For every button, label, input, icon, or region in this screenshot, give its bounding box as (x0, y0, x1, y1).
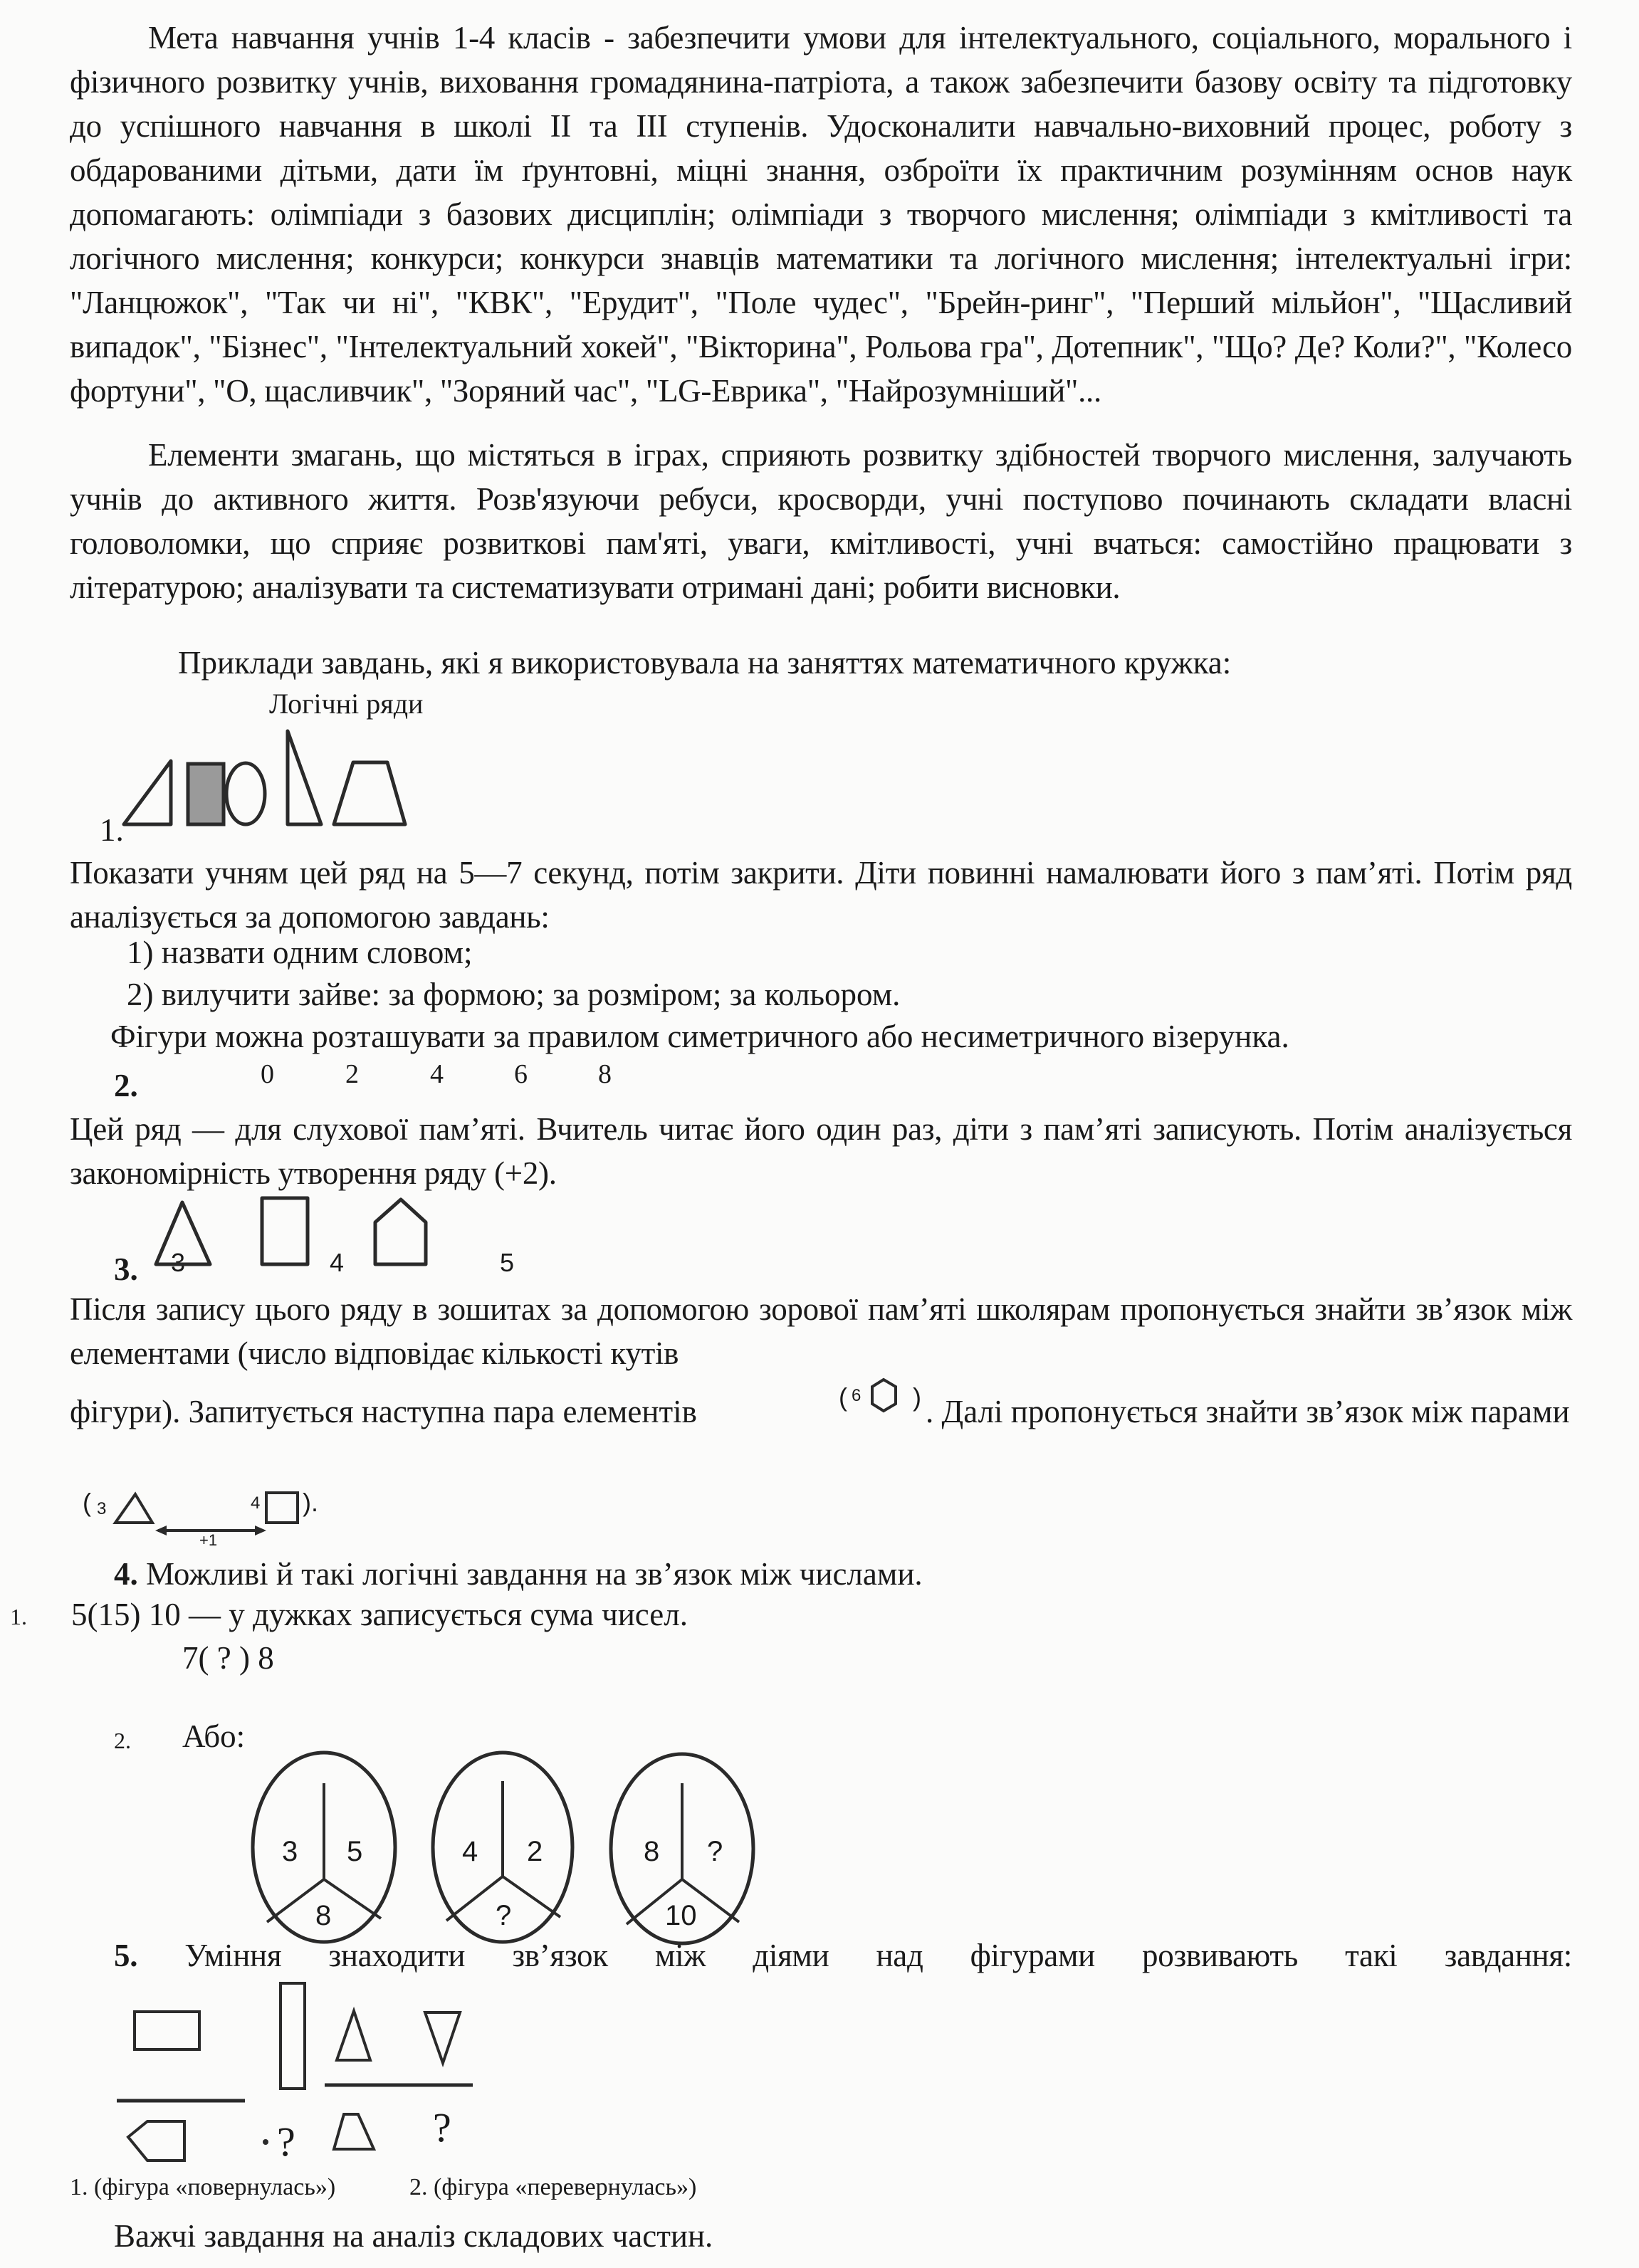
task5-heading (114, 1933, 1572, 1978)
seq-3: 6 (514, 1059, 528, 1089)
trapezoid-icon (334, 762, 405, 824)
circle1-left: 3 (282, 1836, 298, 1867)
task1-number: 1. (100, 812, 124, 848)
small-square-icon (266, 1493, 298, 1523)
circle2-left: 4 (462, 1836, 478, 1867)
examples-intro: Приклади завдань, які я використовувала на заняттях математичного кружка: (178, 645, 1232, 681)
task1-item-1: 1) назвати одним словом; (127, 935, 473, 970)
circle1-right: 5 (347, 1836, 363, 1867)
small-triangle-icon (115, 1494, 152, 1523)
task5-caption-1: 1. (фігура «повернулась») (70, 2174, 336, 2200)
seq-0: 0 (261, 1059, 274, 1089)
task3-hex-label: 6 (852, 1386, 862, 1405)
task4-sub2-text: Або: (182, 1718, 246, 1754)
pair-step-label: +1 (199, 1531, 218, 1549)
task5-heading-text: Уміння знаходити зв’язок між діями над фігурами розвивають такі завдання: (137, 1938, 1572, 1973)
trapezoid-small-icon (334, 2114, 374, 2149)
vertical-rectangle-icon (281, 1983, 305, 2089)
inverted-triangle-icon (425, 2012, 460, 2063)
task2-text: Цей ряд — для слухової пам’яті. Вчитель читає його один раз, діти з пам’яті записують. Потім аналізується закономірність утворення ряду (+2). (70, 1111, 1572, 1191)
horizontal-rectangle-icon (135, 2012, 199, 2049)
intro-paragraph-1: Мета навчання учнів 1-4 класів - забезпечити умови для інтелектуального, соціального, морального і фізичного розвитку учнів, виховання громадянина-патріота, а також забезпечити базову освіту та підготовку до успішного навчання в школі ІІ та ІІІ ступенів. Удосконалити навчально-виховний процес, роботу з обдарованими дітьми, дати їм ґрунтовні, міцні знання, озброїти їх практичним розумінням основ наук допомагають: олімпіади з базових дисциплін; олімпіади з творчого мислення; олімпіади з кмітливості та логічного мислення; конкурси; конкурси знавців математики та логічного мислення; інтелектуальні ігри: "Ланцюжок", "Так чи ні", "КВК", "Ерудит", "Поле чудес", "Брейн-ринг", "Перший мільйон", "Щасливий випадок", "Бізнес", "Інтелектуальний хокей", "Вікторина", Рольова гра", Дотепник", "Що? Де? Коли?", "Колесо фортуни", "О, щасливчик", "Зоряний час", "LG-Еврика", "Найрозумніший"... (70, 20, 1572, 409)
tall-triangle-icon (288, 731, 321, 824)
task5-q2: ? (433, 2104, 451, 2151)
pentagon-house-icon (375, 1199, 426, 1264)
seq-1: 2 (345, 1059, 359, 1089)
square-icon (262, 1198, 308, 1264)
stray-dot (263, 2139, 268, 2145)
arrow-pentagon-icon (128, 2121, 184, 2161)
right-triangle-icon (124, 761, 171, 824)
circle2-right: 2 (527, 1836, 543, 1867)
task1-text: Показати учням цей ряд на 5—7 секунд, потім закрити. Діти повинні намалювати його з пам’яті. Потім ряд аналізується за допомогою завдань: (70, 855, 1572, 935)
seq-2: 4 (430, 1059, 444, 1089)
hexagon-icon (872, 1380, 896, 1411)
task5-footer: Важчі завдання на аналіз складових частин. (114, 2218, 713, 2254)
task5-caption-2: 2. (фігура «перевернулась») (409, 2174, 697, 2200)
task1-note: Фігури можна розташувати за правилом симетричного або несиметричного візерунка. (110, 1019, 1289, 1054)
task5-heading-num: 5. (114, 1938, 138, 1973)
seq-4: 8 (598, 1059, 612, 1089)
task4-sub1-question: 7( ? ) 8 (182, 1640, 274, 1676)
circle3-left: 8 (644, 1836, 660, 1867)
task3-label-5: 5 (500, 1248, 515, 1277)
task3-text-line2b: . Далі пропонується знайти зв’язок між парами (926, 1394, 1570, 1429)
intro-paragraph-2: Елементи змагань, що містяться в іграх, сприяють розвитку здібностей творчого мислення, залучають учнів до активного життя. Розв'язуючи ребуси, кросворди, учні поступово починають складати власні головоломки, що сприяє розвиткові пам'яті, уваги, кмітливості, учні вчаться: самостійно працювати з літературою; аналізувати та систематизувати отримані дані; робити висновки. (70, 437, 1572, 605)
task4-sub1-text: 5(15) 10 — у дужках записується сума чисел. (71, 1597, 688, 1632)
task3-text-line2a: фігури). Запитується наступна пара елементів (70, 1394, 697, 1429)
pair-close-paren: ). (303, 1488, 318, 1517)
pair-right-label: 4 (251, 1493, 261, 1513)
pair-open-paren: ( (83, 1488, 91, 1517)
task4-heading (114, 1552, 923, 1596)
task5-q1: ? (277, 2119, 295, 2165)
task3-text-line1: Після запису цього ряду в зошитах за допомогою зорової пам’яті школярам пропонується знайти зв’язок між елементами (число відповідає кількості кутів (70, 1291, 1572, 1371)
task3-label-4: 4 (330, 1248, 345, 1277)
circle1-bottom: 8 (315, 1900, 332, 1931)
circle3-bottom: 10 (665, 1900, 697, 1931)
section-title: Логічні ряди (269, 688, 424, 720)
hex-open-paren: ( (839, 1382, 847, 1412)
task2-number: 2. (114, 1068, 138, 1103)
upright-triangle-icon (337, 2011, 370, 2060)
pair-left-label: 3 (97, 1499, 107, 1518)
circle2-bottom: ? (496, 1900, 512, 1931)
task3-number: 3. (114, 1251, 138, 1287)
filled-square-icon (188, 764, 224, 824)
hex-close-paren: ) (913, 1382, 921, 1412)
task4-sub1-num: 1. (10, 1604, 27, 1629)
task4-heading-num: 4. (114, 1556, 138, 1592)
task1-item-2: 2) вилучити зайве: за формою; за розміром; за кольором. (127, 977, 901, 1012)
task4-sub2-num: 2. (114, 1728, 131, 1753)
circle3-right: ? (707, 1836, 723, 1867)
circle-icon (226, 763, 265, 824)
task3-label-3: 3 (171, 1248, 186, 1277)
task4-heading-text: Можливі й такі логічні завдання на зв’язок між числами. (137, 1556, 923, 1592)
